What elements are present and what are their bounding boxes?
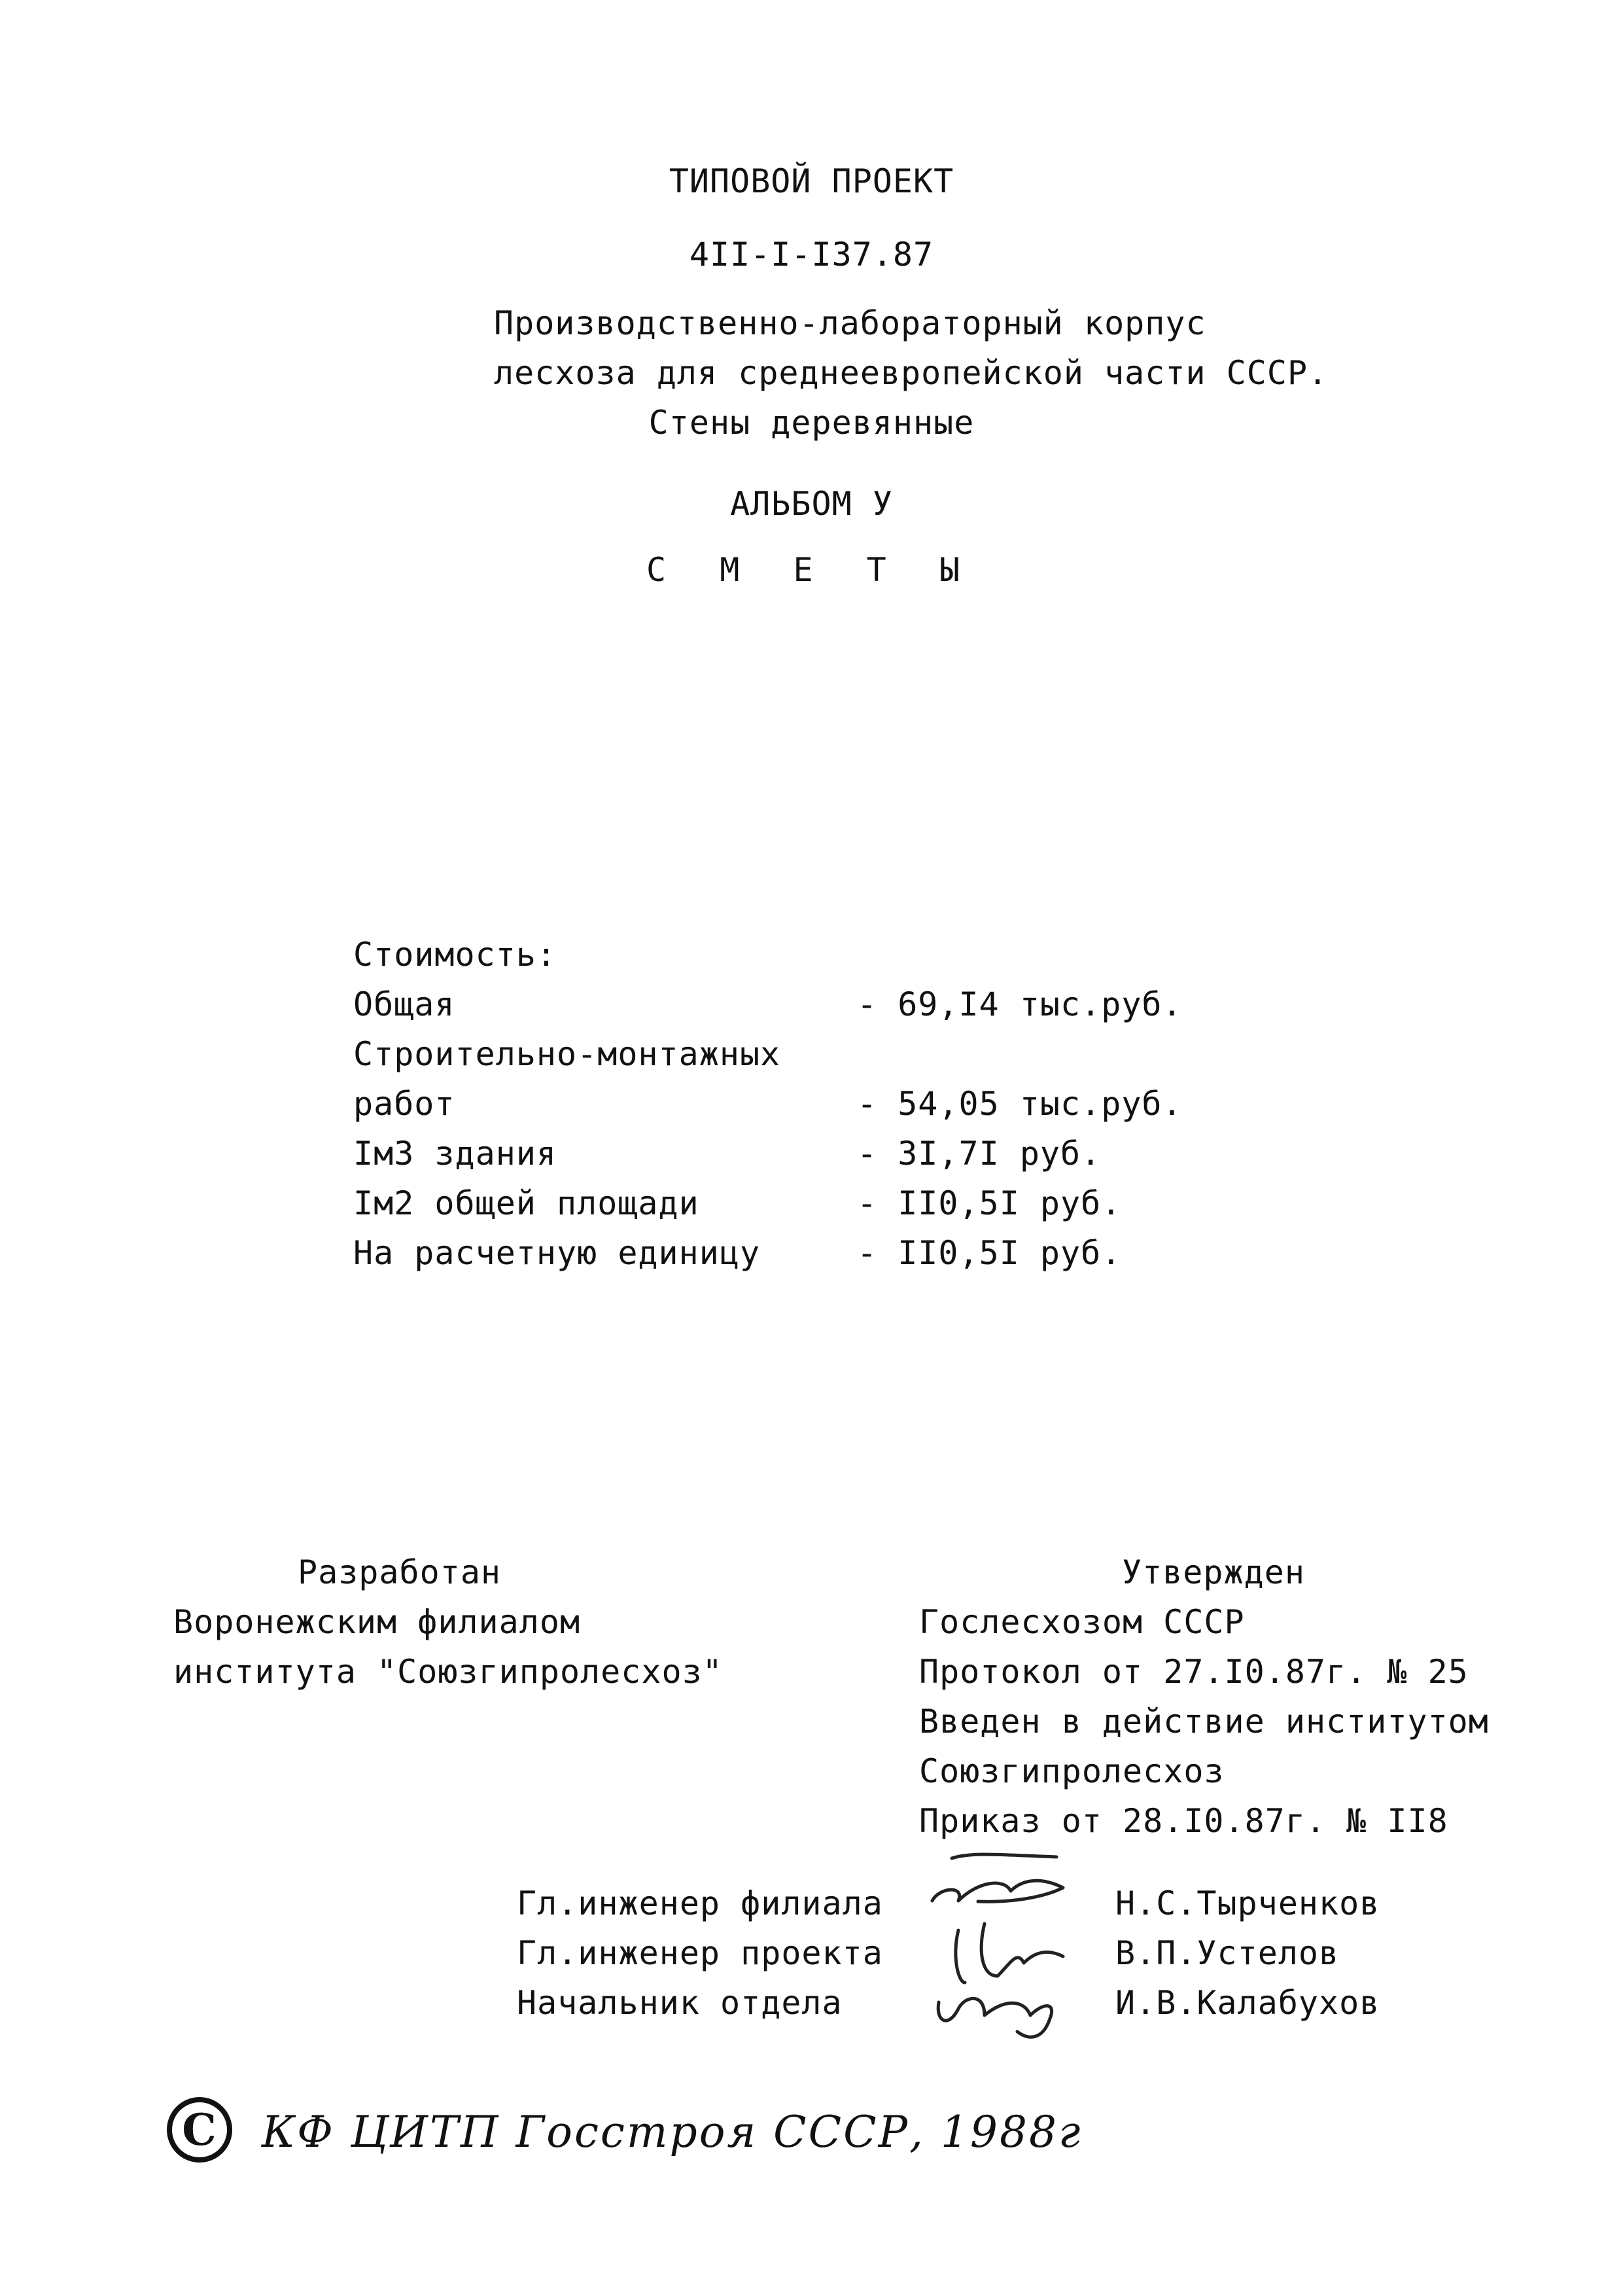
project-type-title: ТИПОВОЙ ПРОЕКТ <box>669 162 954 200</box>
cost-row-label: работ <box>353 1085 455 1123</box>
description-line-1: Производственно-лабораторный корпус <box>494 304 1206 342</box>
approved-line-2: Протокол от 27.I0.87г. № 25 <box>919 1653 1469 1691</box>
signature-scribble-1 <box>952 1854 1056 1858</box>
album-label: АЛЬБОМ У <box>730 485 893 523</box>
approved-line-1: Гослесхозом СССР <box>919 1603 1245 1641</box>
cost-row-value: - II0,5I руб. <box>857 1184 1122 1222</box>
approved-line-5: Приказ от 28.I0.87г. № II8 <box>919 1802 1448 1840</box>
cost-heading: Стоимость: <box>353 936 557 974</box>
cost-row-label: Iм2 общей площади <box>353 1184 699 1222</box>
developed-line-1: Воронежским филиалом <box>173 1603 581 1641</box>
cost-row-label: Общая <box>353 985 455 1023</box>
copyright-icon <box>167 2097 232 2163</box>
description-line-3: Стены деревянные <box>648 404 975 442</box>
project-code: 4II-I-I37.87 <box>689 236 934 274</box>
copyright-letter: C <box>182 2104 217 2155</box>
developed-line-2: института "Союзгипролесхоз" <box>173 1653 723 1691</box>
signature-scribble-2 <box>956 1924 1063 1983</box>
approved-line-4: Союзгипролесхоз <box>919 1752 1225 1790</box>
cost-row-value: - 54,05 тыс.руб. <box>857 1085 1183 1123</box>
cost-row-value: - 3I,7I руб. <box>857 1135 1102 1173</box>
developed-title: Разработан <box>298 1553 502 1591</box>
signature-role: Начальник отдела <box>517 1984 843 2022</box>
handwritten-signatures <box>913 1852 1102 2041</box>
cost-row-value: - 69,I4 тыс.руб. <box>857 985 1183 1023</box>
cost-row-label: Iм3 здания <box>353 1135 557 1173</box>
approved-line-3: Введен в действие институтом <box>919 1703 1489 1740</box>
approved-title: Утвержден <box>1122 1553 1305 1591</box>
signature-role: Гл.инженер филиала <box>517 1884 883 1922</box>
section-title: С М Е Т Ы <box>646 551 977 589</box>
description-line-2: лесхоза для среднеевропейской части СССР. <box>494 354 1329 392</box>
signature-scribble-1 <box>932 1881 1063 1901</box>
signature-name: В.П.Устелов <box>1115 1934 1340 1972</box>
signature-scribble-3 <box>938 1998 1051 2037</box>
cost-row-label: На расчетную единицу <box>353 1234 761 1272</box>
signature-name: Н.С.Тырченков <box>1115 1884 1380 1922</box>
signature-role: Гл.инженер проекта <box>517 1934 883 1972</box>
cost-row-label: Строительно-монтажных <box>353 1035 781 1073</box>
signature-name: И.В.Калабухов <box>1115 1984 1380 2022</box>
cost-row-value: - II0,5I руб. <box>857 1234 1122 1272</box>
handwritten-note: КФ ЦИТП Госстроя СССР, 1988г <box>262 2107 1083 2157</box>
